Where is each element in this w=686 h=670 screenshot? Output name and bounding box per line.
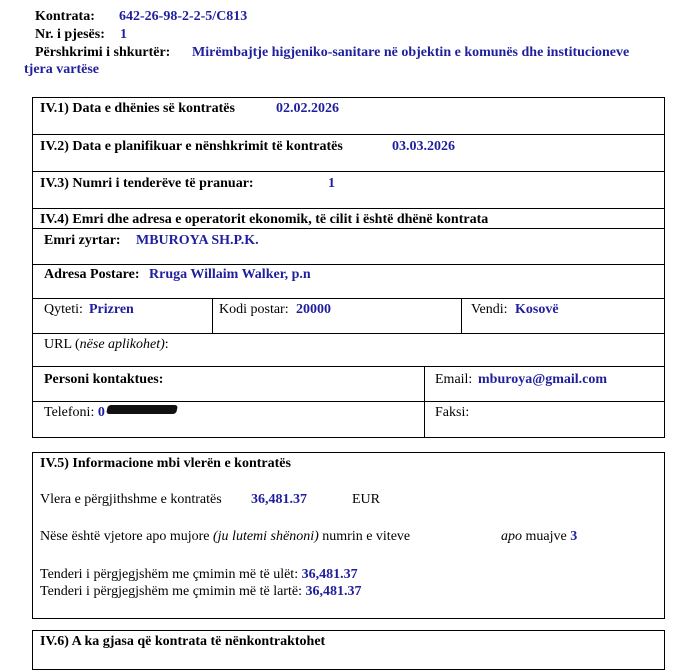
iv3-label: IV.3) Numri i tenderëve të pranuar:	[40, 176, 254, 191]
divider	[32, 208, 665, 209]
iv4-label: IV.4) Emri dhe adresa e operatorit ekonomik, të cilit i është dhënë kontrata	[40, 212, 489, 227]
total-value-label: Vlera e përgjithshme e kontratës	[40, 492, 222, 507]
divider	[32, 401, 665, 402]
iv2-date: 03.03.2026	[392, 139, 455, 154]
postal-address-label: Adresa Postare:	[44, 267, 140, 282]
url-tail: :	[164, 337, 169, 352]
description-label: Përshkrimi i shkurtër:	[35, 45, 171, 60]
divider	[32, 264, 665, 265]
description-value: Mirëmbajtje higjeniko-sanitare në objektin e komunës dhe institucioneve	[192, 45, 630, 60]
iv1-label: IV.1) Data e dhënies së kontratës	[40, 101, 235, 116]
phone-row	[44, 405, 177, 421]
postal-code-label: Kodi postar:	[219, 302, 289, 317]
annual-label: Nëse është vjetore apo mujore	[40, 529, 210, 544]
url-note: nëse aplikohet)	[79, 337, 165, 352]
url-label: URL (	[44, 337, 80, 352]
phone-value: 0	[97, 405, 105, 420]
country-value: Kosovë	[515, 302, 559, 317]
annual-row	[40, 529, 410, 545]
postal-code-value: 20000	[296, 302, 331, 317]
iv1-date: 02.02.2026	[276, 101, 339, 116]
official-name-value: MBUROYA SH.P.K.	[136, 233, 259, 248]
contact-person-label: Personi kontaktues:	[44, 372, 164, 387]
divider	[424, 366, 425, 438]
part-label: Nr. i pjesës:	[35, 27, 105, 42]
divider	[32, 171, 665, 172]
divider	[32, 298, 665, 299]
highest-price-value: 36,481.37	[305, 584, 362, 599]
official-name-label: Emri zyrtar:	[44, 233, 121, 248]
redaction-mark	[106, 405, 178, 414]
iv3-count: 1	[328, 176, 335, 191]
months-label: muajve	[525, 529, 567, 544]
part-number: 1	[120, 27, 127, 42]
lowest-price-value: 36,481.37	[301, 567, 358, 582]
url-row	[44, 337, 169, 353]
divider	[32, 228, 665, 229]
postal-address-value: Rruga Willaim Walker, p.n	[149, 267, 311, 282]
iv6-title: IV.6) A ka gjasa që kontrata të nënkontraktohet	[40, 634, 326, 649]
country-label: Vendi:	[471, 302, 508, 317]
currency: EUR	[352, 492, 380, 507]
highest-price-row	[40, 584, 361, 600]
apo-text: apo	[501, 529, 522, 544]
divider	[32, 333, 665, 334]
divider	[461, 298, 462, 333]
iv2-label: IV.2) Data e planifikuar e nënshkrimit të kontratës	[40, 139, 343, 154]
months-value: 3	[570, 529, 578, 544]
fax-label: Faksi:	[435, 405, 470, 420]
email-label: Email:	[435, 372, 473, 387]
email-value: mburoya@gmail.com	[478, 372, 608, 387]
city-value: Prizren	[89, 302, 134, 317]
phone-label: Telefoni:	[44, 405, 95, 420]
description-value-cont: tjera vartëse	[24, 62, 100, 77]
lowest-price-label: Tenderi i përgjegjshëm me çmimin më të ulët:	[40, 567, 299, 582]
annual-tail: numrin e viteve	[322, 529, 411, 544]
city-label: Qyteti:	[44, 302, 83, 317]
contract-number: 642-26-98-2-2-5/C813	[119, 9, 248, 24]
annual-note: (ju lutemi shënoni)	[213, 529, 319, 544]
total-value: 36,481.37	[251, 492, 307, 507]
highest-price-label: Tenderi i përgjegjshëm me çmimin më të lartë:	[40, 584, 302, 599]
iv5-title: IV.5) Informacione mbi vlerën e kontratës	[40, 456, 291, 471]
divider	[32, 134, 665, 135]
contract-label: Kontrata:	[35, 9, 95, 24]
divider	[32, 366, 665, 367]
divider	[212, 298, 213, 333]
months-row	[501, 529, 577, 545]
lowest-price-row	[40, 567, 358, 583]
